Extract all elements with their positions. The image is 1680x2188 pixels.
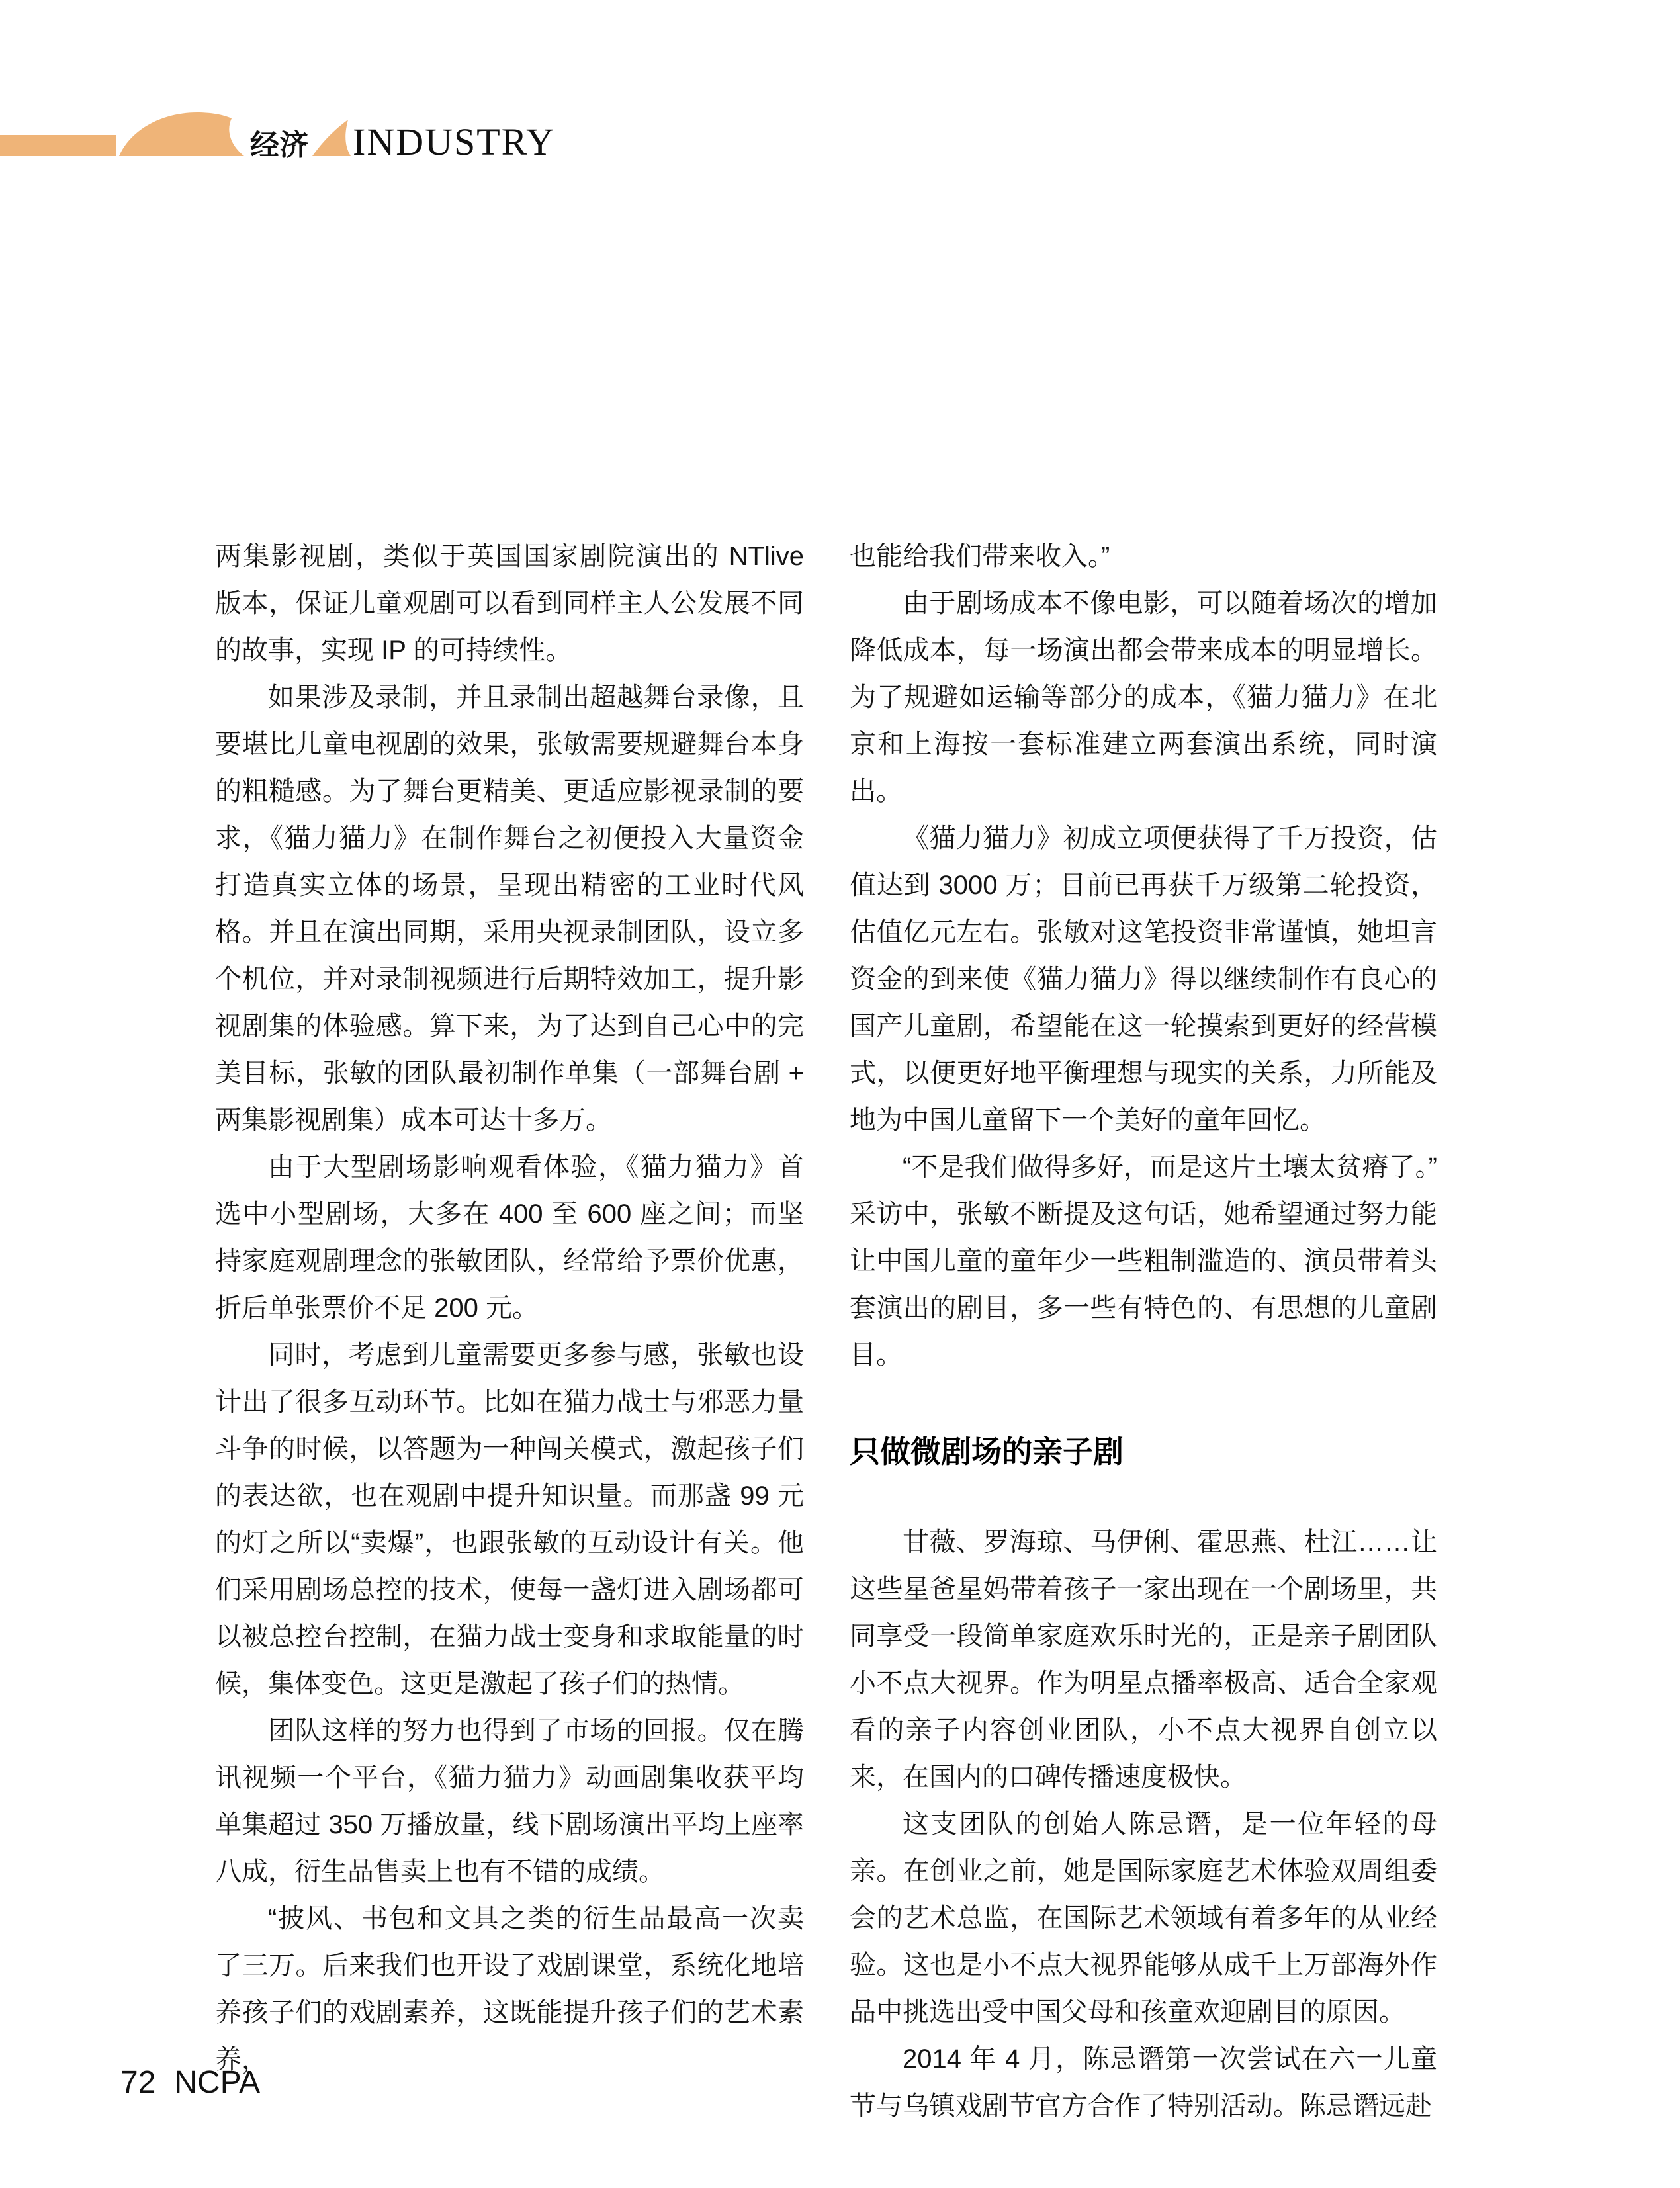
paragraph: 同时，考虑到儿童需要更多参与感，张敏也设计出了很多互动环节。比如在猫力战士与邪恶力量斗争的时候，以答题为一种闯关模式，激起孩子们的表达欲，也在观剧中提升知识量。而那盏 99 元的灯之所以“卖爆”，也跟张敏的互动设计有关。他们采用剧场总控的技术，使每一盏灯进入剧场都可以被总控台控制，在猫力战士变身和求取能量的时候，集体变色。这更是激起了孩子们的热情。	[215, 1340, 804, 1698]
paragraph: 这支团队的创始人陈忌谮，是一位年轻的母亲。在创业之前，她是国际家庭艺术体验双周组委会的艺术总监，在国际艺术领域有着多年的从业经验。这也是小不点大视界能够从成千上万部海外作品中挑选出受中国父母和孩童欢迎剧目的原因。	[850, 1810, 1437, 2027]
banner-bar-shape	[0, 135, 116, 156]
paragraph: “不是我们做得多好，而是这片土壤太贫瘠了。”采访中，张敏不断提及这句话，她希望通过努力能让中国儿童的童年少一些粗制滥造的、演员带着头套演出的剧目，多一些有特色的、有思想的儿童剧目。	[850, 1153, 1437, 1370]
paragraph: 2014 年 4 月，陈忌谮第一次尝试在六一儿童节与乌镇戏剧节官方合作了特别活动。陈忌谮远赴	[850, 2044, 1437, 2121]
paragraph: 甘薇、罗海琼、马伊俐、霍思燕、杜江……让这些星爸星妈带着孩子一家出现在一个剧场里，共同享受一段简单家庭欢乐时光的，正是亲子剧团队小不点大视界。作为明星点播率极高、适合全家观看的亲子内容创业团队，小不点大视界自创立以来，在国内的口碑传播速度极快。	[850, 1528, 1437, 1792]
article-right-column	[850, 533, 1437, 2130]
paragraph: 两集影视剧，类似于英国国家剧院演出的 NTlive 版本，保证儿童观剧可以看到同样主人公发展不同的故事，实现 IP 的可持续性。	[215, 542, 804, 665]
page-footer	[120, 2067, 260, 2099]
paragraph: 《猫力猫力》初成立项便获得了千万投资，估值达到 3000 万；目前已再获千万级第二轮投资，估值亿元左右。张敏对这笔投资非常谨慎，她坦言资金的到来使《猫力猫力》得以继续制作有良心的国产儿童剧，希望能在这一轮摸索到更好的经营模式，以便更好地平衡理想与现实的关系，力所能及地为中国儿童留下一个美好的童年回忆。	[850, 824, 1437, 1135]
paragraph: 如果涉及录制，并且录制出超越舞台录像，且要堪比儿童电视剧的效果，张敏需要规避舞台本身的粗糙感。为了舞台更精美、更适应影视录制的要求，《猫力猫力》在制作舞台之初便投入大量资金打造真实立体的场景，呈现出精密的工业时代风格。并且在演出同期，采用央视录制团队，设立多个机位，并对录制视频进行后期特效加工，提升影视剧集的体验感。算下来，为了达到自己心中的完美目标，张敏的团队最初制作单集（一部舞台剧 + 两集影视剧集）成本可达十多万。	[215, 683, 804, 1135]
banner-fin-shape	[312, 120, 351, 156]
section-label-en: INDUSTRY	[353, 120, 556, 163]
article-left-column	[215, 533, 804, 2083]
section-heading: 只做微剧场的亲子剧	[850, 1434, 1124, 1469]
paragraph: 由于大型剧场影响观看体验，《猫力猫力》首选中小型剧场，大多在 400 至 600 座之间；而坚持家庭观剧理念的张敏团队，经常给予票价优惠，折后单张票价不足 200 元。	[215, 1153, 804, 1323]
paragraph: “披风、书包和文具之类的衍生品最高一次卖了三万。后来我们也开设了戏剧课堂，系统化地培养孩子们的戏剧素养，这既能提升孩子们的艺术素养，	[215, 1904, 804, 2074]
paragraph: 团队这样的努力也得到了市场的回报。仅在腾讯视频一个平台，《猫力猫力》动画剧集收获平均单集超过 350 万播放量，线下剧场演出平均上座率八成，衍生品售卖上也有不错的成绩。	[215, 1716, 804, 1886]
paragraph: 由于剧场成本不像电影，可以随着场次的增加降低成本，每一场演出都会带来成本的明显增长。为了规避如运输等部分的成本，《猫力猫力》在北京和上海按一套标准建立两套演出系统，同时演出。	[850, 589, 1437, 806]
paragraph: 也能给我们带来收入。”	[850, 542, 1110, 571]
section-banner	[0, 106, 596, 169]
journal-abbreviation: NCPA	[174, 2065, 261, 2100]
page-number: 72	[120, 2065, 156, 2100]
banner-dome-shape	[119, 112, 244, 156]
section-label-zh: 经济	[250, 129, 308, 161]
